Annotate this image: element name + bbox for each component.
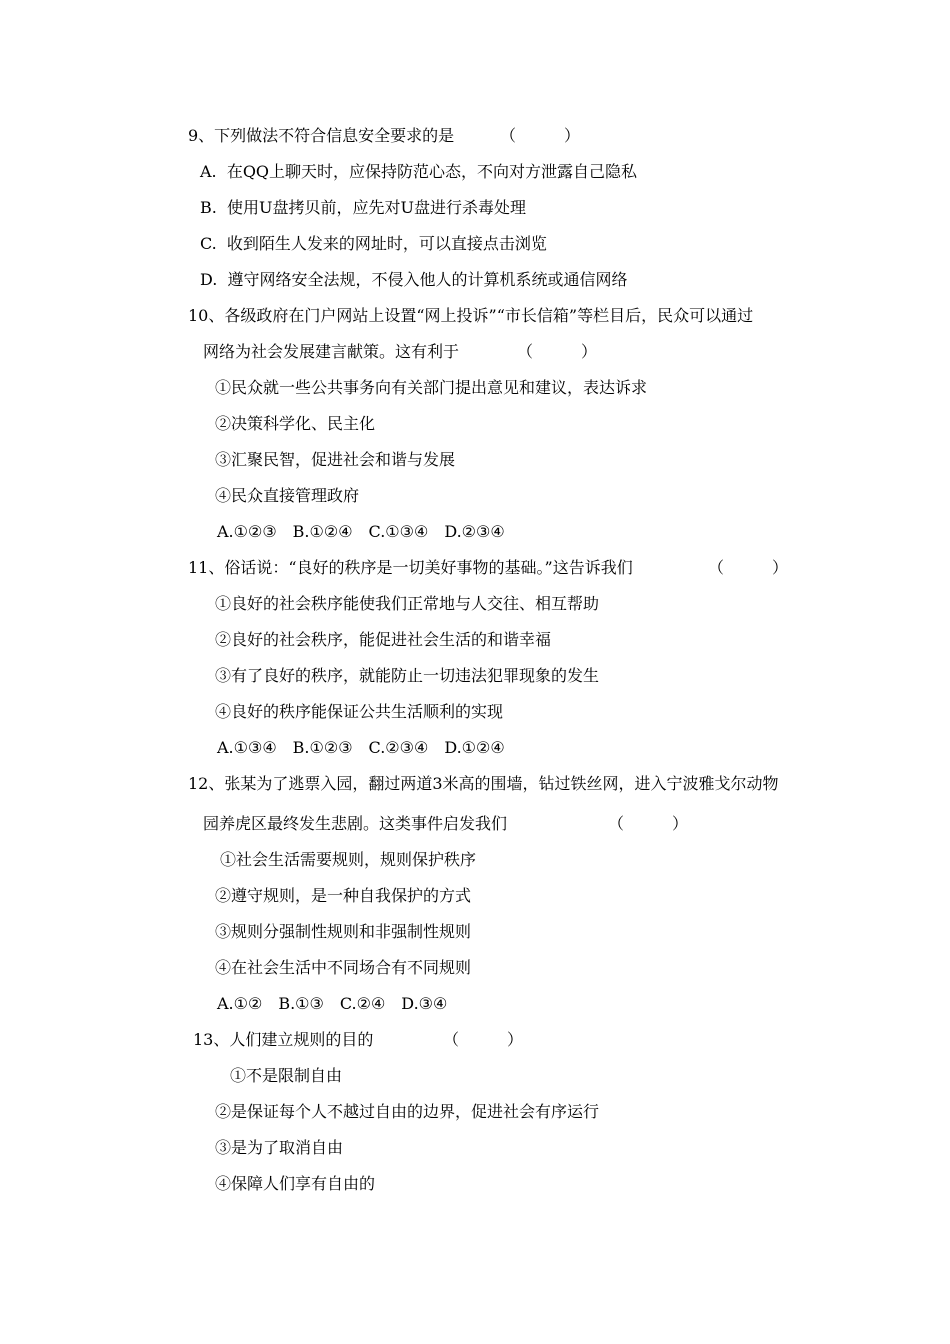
q11-item-4: ④良好的秩序能保证公共生活顺利的实现	[215, 702, 504, 721]
q10-item-2: ②决策科学化、民主化	[215, 414, 376, 433]
q10-item-4: ④民众直接管理政府	[215, 486, 360, 505]
q13-answer-bracket: （ ）	[443, 1030, 524, 1049]
q13-item-4: ④保障人们享有自由的	[215, 1174, 376, 1193]
q11-choices: A.①③④ B.①②③ C.②③④ D.①②④	[217, 738, 505, 757]
q13-item-1: ①不是限制自由	[230, 1066, 343, 1085]
q10-item-3: ③汇聚民智，促进社会和谐与发展	[215, 450, 456, 469]
q11-answer-bracket: （ ）	[708, 558, 789, 577]
q12-item-2: ②遵守规则，是一种自我保护的方式	[215, 886, 472, 905]
q9-option-d: D. 遵守网络安全法规，不侵入他人的计算机系统或通信网络	[200, 270, 628, 289]
q12-stem-line2: 园养虎区最终发生悲剧。这类事件启发我们	[203, 814, 508, 833]
q13-item-2: ②是保证每个人不越过自由的边界，促进社会有序运行	[215, 1102, 600, 1121]
q12-item-1: ①社会生活需要规则，规则保护秩序	[220, 850, 477, 869]
q11-item-1: ①良好的社会秩序能使我们正常地与人交往、相互帮助	[215, 594, 600, 613]
q12-stem-line1: 12、张某为了逃票入园，翻过两道3米高的围墙，钻过铁丝网，进入宁波雅戈尔动物	[188, 774, 779, 793]
q13-item-3: ③是为了取消自由	[215, 1138, 344, 1157]
q12-item-4: ④在社会生活中不同场合有不同规则	[215, 958, 472, 977]
q11-stem: 11、俗话说：“良好的秩序是一切美好事物的基础。”这告诉我们	[188, 558, 633, 577]
q9-option-b: B. 使用U盘拷贝前，应先对U盘进行杀毒处理	[200, 198, 526, 217]
q9-option-a: A. 在QQ上聊天时，应保持防范心态，不向对方泄露自己隐私	[200, 162, 638, 181]
q9-stem: 9、下列做法不符合信息安全要求的是	[188, 126, 455, 145]
q10-answer-bracket: （ ）	[517, 342, 598, 361]
q10-stem-line2: 网络为社会发展建言献策。这有利于	[203, 342, 460, 361]
q11-item-3: ③有了良好的秩序，就能防止一切违法犯罪现象的发生	[215, 666, 600, 685]
q9-option-c: C. 收到陌生人发来的网址时，可以直接点击浏览	[200, 234, 547, 253]
q10-item-1: ①民众就一些公共事务向有关部门提出意见和建议，表达诉求	[215, 378, 648, 397]
q11-item-2: ②良好的社会秩序，能促进社会生活的和谐幸福	[215, 630, 552, 649]
q10-choices: A.①②③ B.①②④ C.①③④ D.②③④	[217, 522, 505, 541]
q12-item-3: ③规则分强制性规则和非强制性规则	[215, 922, 472, 941]
q10-stem-line1: 10、各级政府在门户网站上设置“网上投诉”“市长信箱”等栏目后，民众可以通过	[188, 306, 754, 325]
q12-choices: A.①② B.①③ C.②④ D.③④	[217, 994, 448, 1013]
q12-answer-bracket: （ ）	[608, 814, 689, 833]
q9-answer-bracket: （ ）	[500, 126, 581, 145]
q13-stem: 13、人们建立规则的目的	[193, 1030, 374, 1049]
